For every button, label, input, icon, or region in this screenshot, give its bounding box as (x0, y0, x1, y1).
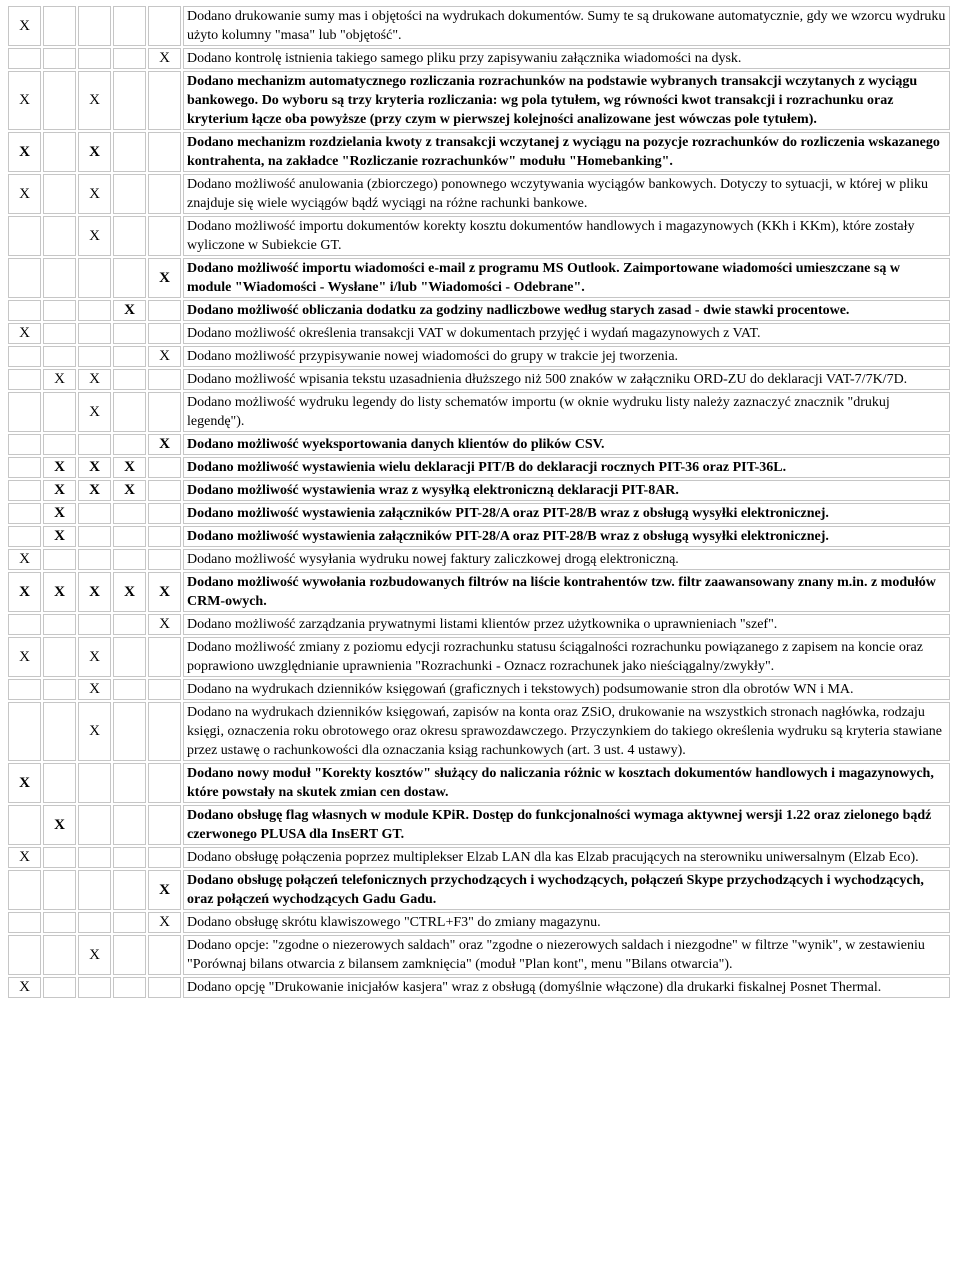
module-mark-cell: X (148, 434, 181, 455)
module-mark-cell (8, 805, 41, 845)
change-description (183, 614, 950, 635)
table-row (8, 132, 950, 172)
change-description (183, 434, 950, 455)
description-text: Dodano możliwość zarządzania prywatnymi listami klientów przez użytkownika o uprawnieniach "szef". (187, 617, 778, 632)
module-mark-cell (78, 434, 111, 455)
module-mark-cell (113, 763, 146, 803)
module-mark-cell: X (8, 323, 41, 344)
module-mark-cell (113, 679, 146, 700)
table-row (8, 847, 950, 868)
module-mark-cell (148, 637, 181, 677)
module-mark-cell (43, 392, 76, 432)
table-row (8, 457, 950, 478)
module-mark-cell (8, 935, 41, 975)
module-mark-cell (43, 977, 76, 998)
table-row (8, 763, 950, 803)
module-mark-cell: X (8, 6, 41, 46)
module-mark-cell: X (43, 526, 76, 547)
module-mark-cell (43, 346, 76, 367)
module-mark-cell (78, 48, 111, 69)
module-mark-cell (8, 870, 41, 910)
description-text: Dodano możliwość zmiany z poziomu edycji rozrachunku statusu ściągalności rozrachunku powiązanego z zapisem na koncie oraz poprawiono uwzględnianie uprawnienia "Rozrachunki - Oznacz rozrachunek jako nieściągalny/zwykły". (187, 640, 923, 674)
module-mark-cell (8, 392, 41, 432)
description-text: Dodano możliwość wyeksportowania danych klientów do plików CSV. (187, 437, 605, 452)
module-mark-cell: X (8, 132, 41, 172)
description-text: Dodano możliwość wystawienia wielu deklaracji PIT/B do deklaracji rocznych PIT-36 oraz PIT-36L. (187, 460, 787, 475)
module-mark-cell (43, 323, 76, 344)
module-mark-cell: X (148, 48, 181, 69)
description-text: Dodano obsługę połączeń telefonicznych przychodzących i wychodzących, połączeń Skype przychodzących i wychodzących, oraz połączeń wychodzących Gadu Gadu. (187, 873, 924, 907)
module-mark-cell (43, 48, 76, 69)
module-mark-cell (43, 637, 76, 677)
module-mark-cell (148, 323, 181, 344)
module-mark-cell (113, 503, 146, 524)
module-mark-cell (113, 870, 146, 910)
module-mark-cell: X (113, 457, 146, 478)
change-description (183, 216, 950, 256)
module-mark-cell (8, 679, 41, 700)
module-mark-cell (43, 763, 76, 803)
module-mark-cell: X (78, 480, 111, 501)
module-mark-cell: X (8, 637, 41, 677)
table-row (8, 526, 950, 547)
change-description (183, 457, 950, 478)
module-mark-cell: X (148, 572, 181, 612)
module-mark-cell (8, 614, 41, 635)
description-text: Dodano możliwość importu wiadomości e-mail z programu MS Outlook. Zaimportowane wiadomości umieszczane są w module "Wiadomości - Wysłane" i/lub "Wiadomości - Odebrane". (187, 261, 900, 295)
module-mark-cell: X (8, 977, 41, 998)
change-description (183, 392, 950, 432)
module-mark-cell (148, 174, 181, 214)
module-mark-cell (8, 258, 41, 298)
module-mark-cell: X (8, 847, 41, 868)
module-mark-cell (78, 323, 111, 344)
change-description (183, 549, 950, 570)
description-text: Dodano opcje: "zgodne o niezerowych saldach" oraz "zgodne o niezerowych saldach i niezgodne" w filtrze "wynik", w zestawieniu "Porównaj bilans otwarcia z bilansem zamknięcia" (moduł "Plan kont", menu "Bilans otwarcia"). (187, 938, 925, 972)
module-mark-cell (148, 702, 181, 761)
changelog-table (6, 4, 952, 1000)
module-mark-cell (43, 216, 76, 256)
module-mark-cell (43, 912, 76, 933)
description-text: Dodano możliwość wpisania tekstu uzasadnienia dłuższego niż 500 znaków w załączniku ORD-ZU do deklaracji VAT-7/7K/7D. (187, 372, 908, 387)
module-mark-cell: X (78, 572, 111, 612)
module-mark-cell (113, 174, 146, 214)
table-row (8, 434, 950, 455)
module-mark-cell (43, 258, 76, 298)
module-mark-cell (8, 346, 41, 367)
module-mark-cell (113, 549, 146, 570)
module-mark-cell: X (78, 369, 111, 390)
change-description (183, 258, 950, 298)
module-mark-cell (148, 71, 181, 130)
change-description (183, 702, 950, 761)
module-mark-cell (113, 702, 146, 761)
module-mark-cell (148, 480, 181, 501)
table-row (8, 258, 950, 298)
module-mark-cell (8, 369, 41, 390)
module-mark-cell (148, 132, 181, 172)
change-description (183, 526, 950, 547)
description-text: Dodano możliwość wystawienia załączników PIT-28/A oraz PIT-28/B wraz z obsługą wysyłki elektronicznej. (187, 506, 829, 521)
module-mark-cell (43, 174, 76, 214)
table-row (8, 702, 950, 761)
module-mark-cell (148, 977, 181, 998)
table-row (8, 174, 950, 214)
module-mark-cell (148, 503, 181, 524)
module-mark-cell (113, 434, 146, 455)
module-mark-cell (113, 912, 146, 933)
change-description (183, 300, 950, 321)
change-description (183, 174, 950, 214)
module-mark-cell (43, 300, 76, 321)
description-text: Dodano na wydrukach dzienników księgowań (graficznych i tekstowych) podsumowanie stron dla obrotów WN i MA. (187, 682, 854, 697)
module-mark-cell (78, 300, 111, 321)
module-mark-cell (148, 526, 181, 547)
table-row (8, 679, 950, 700)
module-mark-cell (113, 216, 146, 256)
module-mark-cell (78, 870, 111, 910)
module-mark-cell (113, 847, 146, 868)
change-description (183, 805, 950, 845)
description-text: Dodano mechanizm automatycznego rozliczania rozrachunków na podstawie wybranych transakcji wczytanych z wyciągu bankowego. (187, 74, 918, 108)
module-mark-cell (43, 614, 76, 635)
module-mark-cell: X (43, 480, 76, 501)
table-row (8, 572, 950, 612)
module-mark-cell (8, 480, 41, 501)
module-mark-cell (43, 935, 76, 975)
module-mark-cell (78, 549, 111, 570)
module-mark-cell (8, 48, 41, 69)
module-mark-cell (78, 503, 111, 524)
change-description (183, 346, 950, 367)
table-row (8, 503, 950, 524)
module-mark-cell: X (148, 258, 181, 298)
description-text: Dodano drukowanie sumy mas i objętości na wydrukach dokumentów. Sumy te są drukowane automatycznie, gdy we wzorcu wydruku użyto kolumny "masa" lub "objętość". (187, 9, 946, 43)
module-mark-cell: X (43, 457, 76, 478)
module-mark-cell (113, 805, 146, 845)
module-mark-cell (113, 977, 146, 998)
module-mark-cell (113, 48, 146, 69)
module-mark-cell: X (8, 549, 41, 570)
change-description (183, 935, 950, 975)
module-mark-cell: X (78, 174, 111, 214)
module-mark-cell (113, 258, 146, 298)
table-row (8, 300, 950, 321)
module-mark-cell (78, 847, 111, 868)
module-mark-cell (148, 300, 181, 321)
change-description (183, 132, 950, 172)
module-mark-cell (148, 457, 181, 478)
module-mark-cell (43, 132, 76, 172)
description-text: Dodano możliwość obliczania dodatku za godziny nadliczbowe według starych zasad - dwie stawki procentowe. (187, 303, 850, 318)
change-description (183, 637, 950, 677)
table-row (8, 549, 950, 570)
description-text: Dodano nowy moduł "Korekty kosztów" służący do naliczania różnic w kosztach dokumentów handlowych i magazynowych, które powstały na skutek zmian cen dostaw. (187, 766, 934, 800)
module-mark-cell (43, 549, 76, 570)
table-row (8, 912, 950, 933)
module-mark-cell (8, 526, 41, 547)
table-row (8, 614, 950, 635)
module-mark-cell: X (43, 369, 76, 390)
module-mark-cell: X (8, 71, 41, 130)
module-mark-cell (8, 216, 41, 256)
module-mark-cell: X (43, 805, 76, 845)
change-description (183, 572, 950, 612)
table-row (8, 870, 950, 910)
module-mark-cell: X (78, 216, 111, 256)
table-row (8, 346, 950, 367)
table-row (8, 637, 950, 677)
module-mark-cell (43, 679, 76, 700)
change-description (183, 977, 950, 998)
module-mark-cell (43, 702, 76, 761)
change-description (183, 847, 950, 868)
module-mark-cell: X (8, 763, 41, 803)
module-mark-cell (78, 912, 111, 933)
module-mark-cell (148, 763, 181, 803)
module-mark-cell (78, 258, 111, 298)
table-row (8, 71, 950, 130)
module-mark-cell (8, 434, 41, 455)
description-text: Dodano obsługę skrótu klawiszowego "CTRL+F3" do zmiany magazynu. (187, 915, 601, 930)
module-mark-cell (113, 637, 146, 677)
changelog-body (8, 6, 950, 998)
module-mark-cell (148, 392, 181, 432)
table-row (8, 480, 950, 501)
description-text: Dodano możliwość anulowania (zbiorczego) ponownego wczytywania wyciągów bankowych. Dotyczy to sytuacji, w której w pliku znajduje się wiele wyciągów bądź wyciągi na różne rachunki bankowe. (187, 177, 929, 211)
module-mark-cell: X (43, 503, 76, 524)
table-row (8, 6, 950, 46)
module-mark-cell: X (113, 300, 146, 321)
description-text: Dodano kontrolę istnienia takiego samego pliku przy zapisywaniu załącznika wiadomości na dysk. (187, 51, 742, 66)
module-mark-cell (78, 526, 111, 547)
change-description (183, 503, 950, 524)
change-description (183, 912, 950, 933)
module-mark-cell (78, 977, 111, 998)
module-mark-cell: X (78, 637, 111, 677)
table-row (8, 805, 950, 845)
module-mark-cell (8, 702, 41, 761)
module-mark-cell (78, 614, 111, 635)
module-mark-cell (8, 912, 41, 933)
change-description (183, 870, 950, 910)
module-mark-cell (8, 300, 41, 321)
module-mark-cell (148, 369, 181, 390)
change-description (183, 763, 950, 803)
module-mark-cell: X (113, 480, 146, 501)
module-mark-cell (113, 392, 146, 432)
module-mark-cell (113, 526, 146, 547)
module-mark-cell (43, 71, 76, 130)
module-mark-cell (113, 614, 146, 635)
module-mark-cell (8, 503, 41, 524)
change-description (183, 323, 950, 344)
module-mark-cell (113, 935, 146, 975)
module-mark-cell: X (148, 912, 181, 933)
table-row (8, 935, 950, 975)
description-text: Dodano możliwość importu dokumentów korekty kosztu dokumentów handlowych i magazynowych (KKh i KKm), które zostały wyliczone w Subiekcie GT. (187, 219, 915, 253)
change-description (183, 679, 950, 700)
module-mark-cell: X (148, 346, 181, 367)
description-text: Dodano możliwość wystawienia wraz z wysyłką elektroniczną deklaracji PIT-8AR. (187, 483, 679, 498)
description-text: Dodano możliwość określenia transakcji VAT w dokumentach przyjęć i wydań magazynowych z VAT. (187, 326, 761, 341)
table-row (8, 323, 950, 344)
change-description (183, 480, 950, 501)
module-mark-cell (113, 132, 146, 172)
module-mark-cell: X (78, 132, 111, 172)
table-row (8, 392, 950, 432)
change-description (183, 48, 950, 69)
module-mark-cell (43, 847, 76, 868)
module-mark-cell: X (78, 457, 111, 478)
table-row (8, 369, 950, 390)
module-mark-cell (148, 805, 181, 845)
description-text: Dodano możliwość przypisywanie nowej wiadomości do grupy w trakcie jej tworzenia. (187, 349, 679, 364)
module-mark-cell (78, 6, 111, 46)
module-mark-cell (78, 805, 111, 845)
description-text: Dodano możliwość wydruku legendy do listy schematów importu (w oknie wydruku listy należy zaznaczyć znacznik "drukuj legendę"). (187, 395, 890, 429)
module-mark-cell: X (78, 935, 111, 975)
description-text: Dodano możliwość wystawienia załączników PIT-28/A oraz PIT-28/B wraz z obsługą wysyłki elektronicznej. (187, 529, 829, 544)
module-mark-cell (113, 369, 146, 390)
module-mark-cell (148, 847, 181, 868)
table-row (8, 48, 950, 69)
description-text: Dodano obsługę połączenia poprzez multiplekser Elzab LAN dla kas Elzab pracujących na sterowniku uniwersalnym (Elzab Eco). (187, 850, 919, 865)
module-mark-cell: X (78, 702, 111, 761)
module-mark-cell: X (8, 572, 41, 612)
module-mark-cell (148, 679, 181, 700)
module-mark-cell: X (148, 614, 181, 635)
description-text: Dodano obsługę flag własnych w module KPiR. Dostęp do funkcjonalności wymaga aktywnej wersji 1.22 oraz zielonego bądź czerwonego PLUSA dla InsERT GT. (187, 808, 932, 842)
module-mark-cell (8, 457, 41, 478)
table-row (8, 216, 950, 256)
module-mark-cell (113, 71, 146, 130)
description-text: Dodano opcję "Drukowanie inicjałów kasjera" wraz z obsługą (domyślnie włączone) dla drukarki fiskalnej Posnet Thermal. (187, 980, 882, 995)
description-text: Do wyboru są trzy kryteria rozliczania: wg pola tytułem, wg równości kwot transakcji i rozrachunku oraz kryterium łącze oba powyższe (przy czym w pierwszej kolejności analizowane jest wówczas pole tytułem). (187, 93, 894, 127)
description-text: Dodano możliwość wywołania rozbudowanych filtrów na liście kontrahentów tzw. filtr zaawansowany znany m.in. z modułów CRM-owych. (187, 575, 936, 609)
table-row (8, 977, 950, 998)
module-mark-cell: X (43, 572, 76, 612)
module-mark-cell (78, 346, 111, 367)
module-mark-cell: X (148, 870, 181, 910)
module-mark-cell (113, 346, 146, 367)
module-mark-cell: X (78, 679, 111, 700)
module-mark-cell (148, 216, 181, 256)
module-mark-cell (78, 763, 111, 803)
module-mark-cell (148, 935, 181, 975)
module-mark-cell (148, 6, 181, 46)
module-mark-cell: X (113, 572, 146, 612)
module-mark-cell: X (8, 174, 41, 214)
module-mark-cell (113, 323, 146, 344)
module-mark-cell (43, 6, 76, 46)
module-mark-cell: X (78, 71, 111, 130)
change-description (183, 6, 950, 46)
description-text: Dodano na wydrukach dzienników księgowań, zapisów na konta oraz ZSiO, drukowanie na wszystkich stronach nagłówka, rodzaju księgi, oznaczenia roku obrotowego oraz okresu sprawozdawczego. Przyczynkiem do takiego określenia wydruku są kryteria stawiane przez ustawę o rachunkowości dla oznaczania ksiąg rachunkowych (art. 3 ust. 4 ustawy). (187, 705, 942, 758)
module-mark-cell (113, 6, 146, 46)
module-mark-cell (148, 549, 181, 570)
description-text: Dodano mechanizm rozdzielania kwoty z transakcji wczytanej z wyciągu na pozycje rozrachunków do rozliczenia wskazanego kontrahenta, na zakładce "Rozliczanie rozrachunków" modułu "Homebanking". (187, 135, 940, 169)
change-description (183, 71, 950, 130)
module-mark-cell: X (78, 392, 111, 432)
description-text: Dodano możliwość wysyłania wydruku nowej faktury zaliczkowej drogą elektroniczną. (187, 552, 679, 567)
change-description (183, 369, 950, 390)
module-mark-cell (43, 434, 76, 455)
module-mark-cell (43, 870, 76, 910)
